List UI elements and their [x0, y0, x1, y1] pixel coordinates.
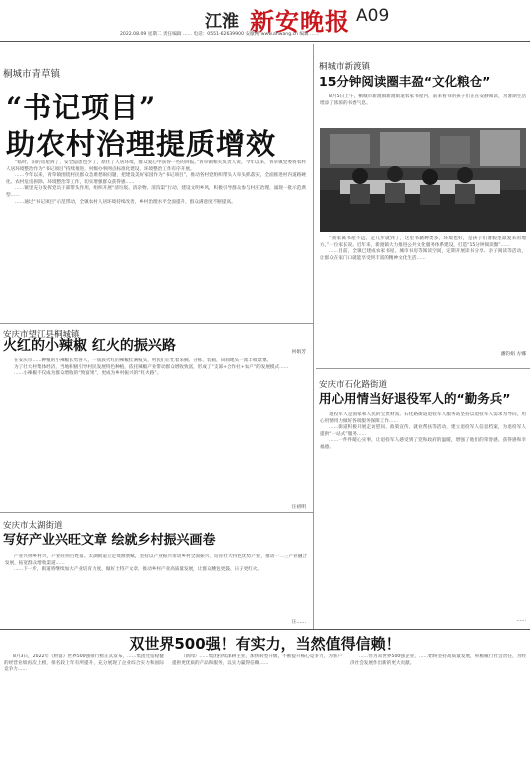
article-headline: 用心用情当好退役军人的“勤务兵” [319, 391, 511, 406]
byline: 汪初明 [291, 505, 306, 510]
section-rule [0, 512, 313, 513]
byline: 何娟芳 [291, 350, 306, 355]
article-headline: 火红的小辣椒 红火的振兴路 [3, 338, 176, 354]
article-headline: 15分钟阅读圈丰盈“文化粮仓” [319, 74, 491, 89]
left-bottom-article [0, 514, 313, 629]
article-intro [320, 94, 526, 124]
article-headline: 写好产业兴旺文章 绘就乡村振兴画卷 [3, 533, 216, 548]
masthead-region: 江淮 [205, 12, 239, 32]
paragraph: ……作为双世界500强企业，……始终坚持高质量发展，积极履行社会责任，为经济社会发展作出新的更大贡献。 [350, 654, 526, 666]
paragraph: ……街道积极开展走访慰问、政策宣传、就业帮扶等活动，建立退役军人信息档案，为退役军人提供“一站式”服务…… [320, 425, 526, 437]
paragraph: ……今年以来，青草镇围绕村民群众急难愁盼问题，把建设美好家园作为“书记项目”，推动各村党组织带头人牵头抓落实，全面推进村内道路硬化、农村危房拆除、环境整治等工作，切实增强群众获得感…… [6, 173, 306, 185]
section-rule [0, 323, 313, 324]
masthead-rule [0, 41, 530, 42]
right-top-article [316, 44, 530, 364]
byline: 汪…… [291, 620, 306, 625]
paragraph: “临时、旧的房屋拆了，安全隐患也少了，原住了人居环境，群众爱心中获得一些的回报。”青草镇相关负责人说。今年以来，青草镇党委将农村人居环境整治作为“书记项目”持续推进，村级办事网点标准化建设、环境整治工作有序开展。 [6, 160, 306, 172]
paragraph: 8月5日上午，桐城市新渡镇新渡街道农家书屋内，前来看书的孩子们正在安静阅读，为暑期生活增添了浓浓的书香气息。 [320, 94, 526, 106]
reading-room-illustration [320, 128, 526, 232]
paragraph: ……目前，全镇已建成农家书屋、城市书房等阅读空间，定期开展读书分享、亲子阅读等活动，让群众在家门口就能享受到丰富的精神文化生活…… [320, 249, 526, 261]
paragraph: ……镇里充分发挥党员干部带头作用，组织开展“清垃圾、清杂物、清沟渠”行动，建设文明乡风，积极引导群众参与村庄治理，涌现一批示范典型…… [6, 186, 306, 198]
banner-col-2 [172, 654, 342, 769]
masthead-info-line: 2022.08.09 星期二 责任编辑 …… 电话：0551-62639900 安徽网 www.ahwang.cn 编辑 …… [120, 32, 320, 37]
byline: 潘钧娟 方娜 [500, 352, 526, 357]
article-body [5, 554, 307, 614]
masthead [0, 0, 530, 44]
paragraph: 退役军人是国家和人民的宝贵财富。石化路街道退役军人服务站坚持以退役军人需求为导向，用心用情用力做好各项服务保障工作…… [320, 412, 526, 424]
left-middle-article [0, 325, 313, 515]
paragraph: ……一件件暖心实事，让退役军人感受到了党和政府的温暖，增强了他们的荣誉感、获得感和幸福感。 [320, 438, 526, 450]
article-kicker: 安庆市望江县桐城镇 [3, 330, 80, 340]
bottom-banner [0, 630, 530, 773]
article-kicker: 安庆市石化路街道 [319, 380, 388, 390]
paragraph: 产业兴则乡村兴，产业旺则百姓富。太湖街道立足资源禀赋，坚持以产业振兴带动乡村全面振兴，培育壮大特色优势产业，推动一二三产业融合发展，拓宽群众增收渠道…… [5, 554, 307, 566]
reading-room-photo [320, 128, 526, 232]
paragraph: ……小辣椒不仅成为群众增收的“致富果”，更成为乡村振兴的“红火路”。 [14, 371, 162, 377]
section-rule [316, 368, 530, 369]
article-body [320, 412, 526, 618]
banner-col-3 [350, 654, 526, 769]
paragraph: ……通过“书记项目”示范带动，全镇农村人居环境持续改善，乡村治理水平全面提升，群众满意度不断提高。 [15, 199, 236, 205]
article-body [5, 358, 307, 458]
masthead-paper-name: 新安晚报 [250, 7, 350, 36]
paragraph: 在安庆市……种植的小辣椒长势喜人，一簇簇火红的辣椒挂满枝头，村民们正忙着采摘、分拣、装箱，田间地头一派丰收景象。 [14, 358, 272, 363]
article-kicker: 桐城市青草镇 [3, 69, 61, 80]
article-body [320, 236, 526, 346]
headline-line2: 助农村治理提质增效 [6, 127, 277, 161]
article-body [6, 160, 306, 296]
page-number: A09 [356, 6, 390, 26]
paragraph: ……下一步，街道将继续加大产业培育力度，做好土特产文章，推动乡村产业高质量发展，让群众腰包更鼓、日子更红火。 [14, 567, 263, 573]
article-kicker: 桐城市新渡镇 [319, 62, 371, 72]
paragraph: 为了壮大村集体经济，当地积极引导村民发展特色种植，依托辣椒产业带动群众增收致富，形成了“支部+合作社+农户”的发展模式…… [14, 364, 289, 370]
right-middle-article [316, 370, 530, 629]
byline: …… [516, 618, 526, 623]
article-kicker: 安庆市太湖街道 [3, 521, 63, 531]
headline-line1: “书记项目” [6, 91, 157, 124]
banner-col-1 [4, 654, 164, 769]
paragraph: 8月3日，2022年《财富》世界500强排行榜正式发布，……集团凭借稳健的经营业绩再次上榜，排名较上年有所提升，充分展现了企业综合实力和国际竞争力…… [4, 654, 164, 673]
paragraph: （新闻）……集团持续深耕主业，加快转型升级，不断提升核心竞争力，为客户提供更优质的产品和服务，以实力赢得信赖…… [172, 654, 342, 666]
banner-headline: 双世界500强！有实力，当然值得信赖！ [129, 635, 401, 653]
paragraph: “我家离书屋不远，走几步就到了，这里书籍种类多，环境也好，是孩子们暑假里最爱来的地方。”一位家长说。近年来，新渡镇大力推进公共文化服务体系建设，打造“15分钟阅读圈”…… [320, 236, 526, 248]
column-divider [313, 44, 314, 629]
